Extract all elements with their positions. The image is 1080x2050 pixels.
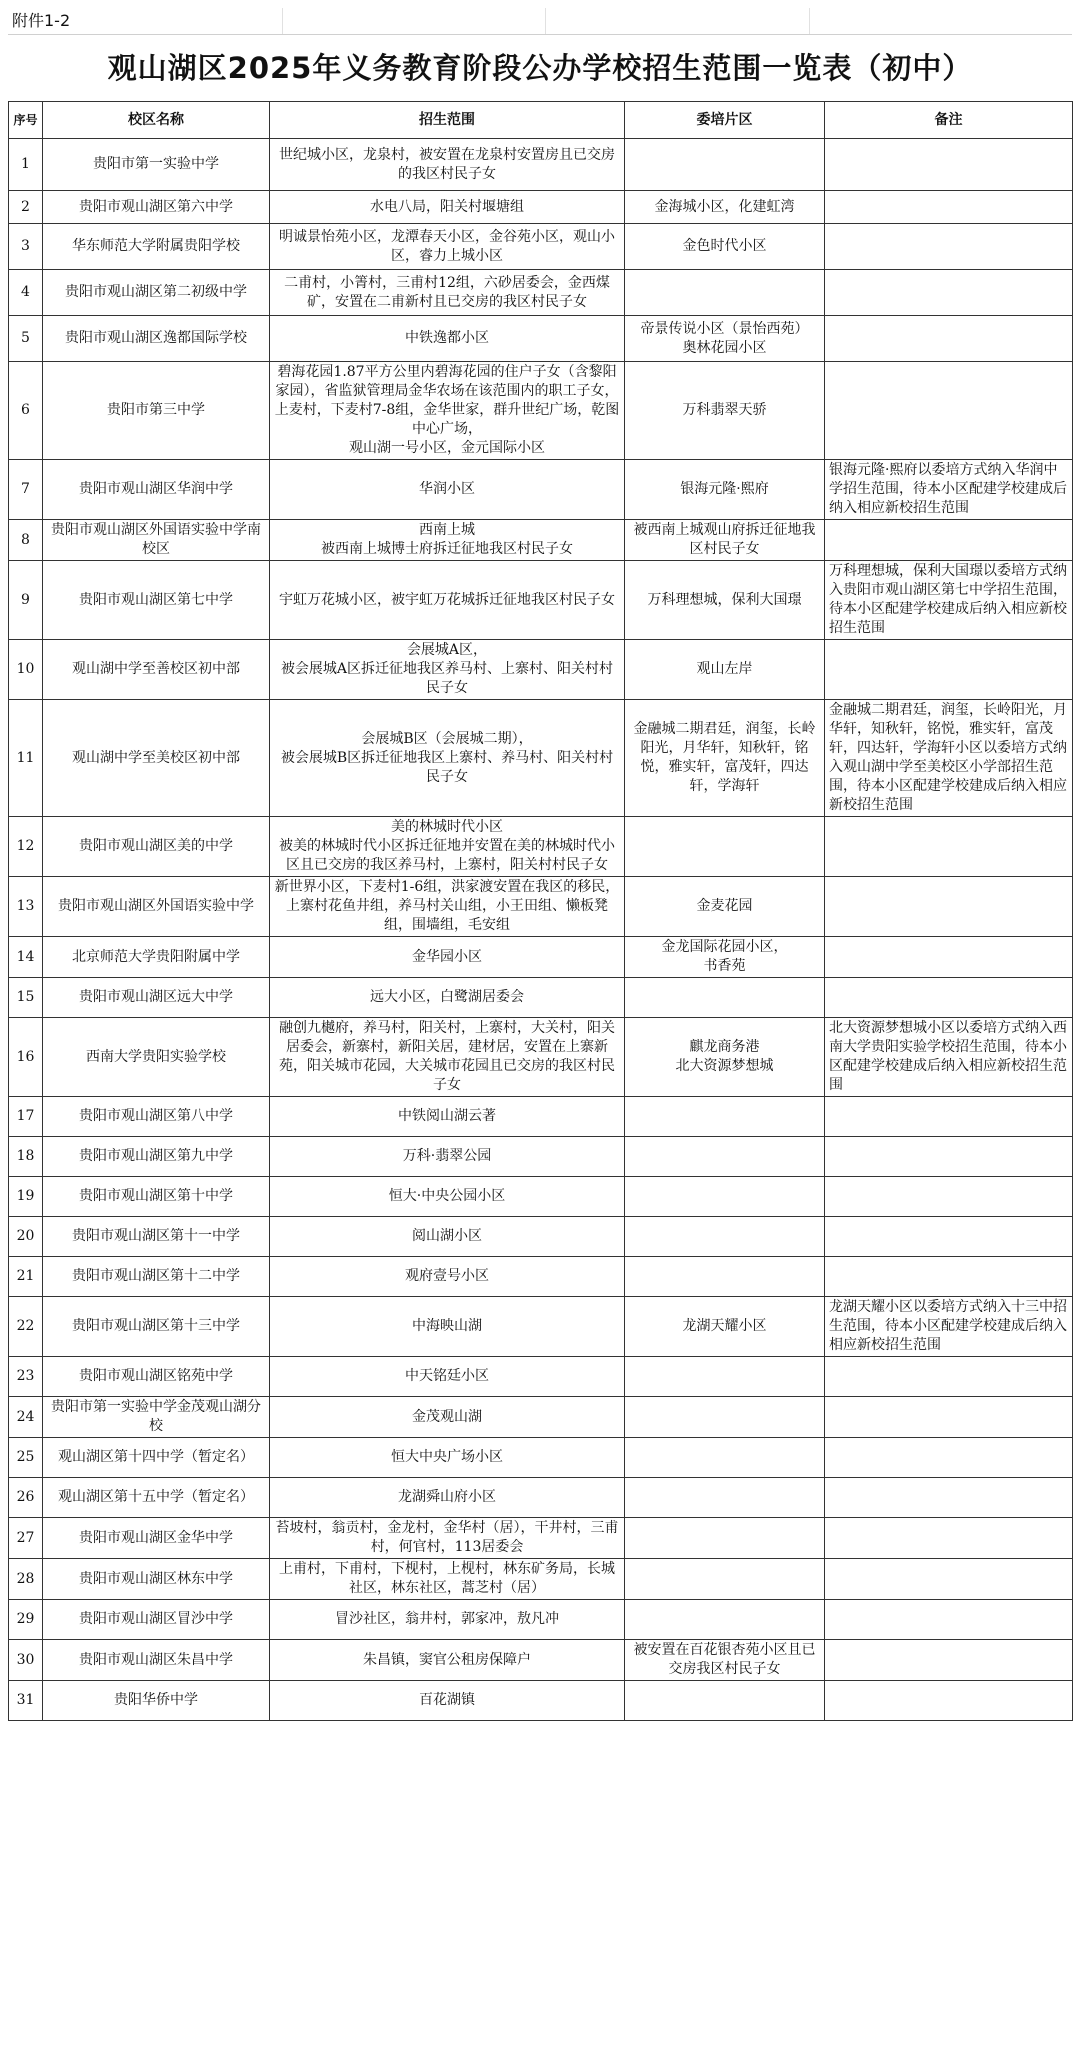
entrusted-area: [625, 1177, 825, 1217]
school-name: 贵阳市观山湖区美的中学: [43, 817, 270, 877]
entrusted-area: [625, 1217, 825, 1257]
entrusted-area-line: 金融城二期君廷，润玺，长岭阳光，月华轩，知秋轩，铭悦，雅实轩，富茂轩，四达轩，学海轩: [633, 721, 816, 794]
enrollment-range-line: 金茂观山湖: [412, 1408, 482, 1425]
notes: [825, 1257, 1073, 1297]
table-row: [9, 1600, 1073, 1640]
enrollment-range: [270, 700, 625, 817]
notes: [825, 1297, 1073, 1357]
notes: [825, 316, 1073, 362]
row-seq: 16: [9, 1018, 43, 1097]
entrusted-area: [625, 561, 825, 640]
school-name: 贵阳市观山湖区逸都国际学校: [43, 316, 270, 362]
table-row: [9, 224, 1073, 270]
entrusted-area: [625, 1478, 825, 1518]
entrusted-area-line: 书香苑: [703, 958, 746, 974]
enrollment-range: [270, 520, 625, 561]
enrollment-range-line: 二甫村，小箐村，三甫村12组，六砂居委会，金西煤矿，安置在二甫新村且已交房的我区村民子女: [284, 274, 610, 310]
enrollment-range-line: 龙湖舜山府小区: [398, 1489, 496, 1505]
table-header-row: [9, 102, 1073, 139]
school-name: 贵阳市观山湖区铭苑中学: [43, 1357, 270, 1397]
attachment-label: 附件1-2: [12, 11, 71, 30]
row-seq: 18: [9, 1137, 43, 1177]
table-row: [9, 937, 1073, 978]
table-row: [9, 1097, 1073, 1137]
entrusted-area-line: 被安置在百花银杏苑小区且已交房我区村民子女: [633, 1642, 816, 1677]
row-seq: 31: [9, 1681, 43, 1721]
enrollment-range-line: 苔坡村，翁贡村，金龙村，金华村（居），干井村，三甫村，何官村，113居委会: [275, 1520, 619, 1555]
school-name: 贵阳华侨中学: [43, 1681, 270, 1721]
school-name: 贵阳市观山湖区外国语实验中学: [43, 877, 270, 937]
entrusted-area-line: 帝景传说小区（景怡西苑）: [640, 320, 809, 337]
entrusted-area-line: 被西南上城观山府拆迁征地我区村民子女: [633, 522, 816, 557]
table-row: [9, 640, 1073, 700]
entrusted-area: [625, 139, 825, 191]
entrusted-area: [625, 316, 825, 362]
school-name: 北京师范大学贵阳附属中学: [43, 937, 270, 978]
enrollment-range: [270, 1357, 625, 1397]
table-row: [9, 460, 1073, 520]
entrusted-area: [625, 270, 825, 316]
school-name: 贵阳市观山湖区第十中学: [43, 1177, 270, 1217]
notes: [825, 937, 1073, 978]
school-name: 贵阳市观山湖区远大中学: [43, 978, 270, 1018]
notes: [825, 640, 1073, 700]
notes: [825, 1518, 1073, 1559]
enrollment-range: [270, 270, 625, 316]
row-seq: 4: [9, 270, 43, 316]
attachment-row: [8, 8, 1072, 35]
notes: [825, 1397, 1073, 1438]
notes: [825, 1018, 1073, 1097]
enrollment-range-line: 冒沙社区，翁井村，郭家冲，敖凡冲: [335, 1611, 559, 1627]
page-title: 观山湖区2025年义务教育阶段公办学校招生范围一览表（初中）: [107, 51, 973, 85]
table-row: [9, 1177, 1073, 1217]
row-seq: 21: [9, 1257, 43, 1297]
entrusted-area: [625, 362, 825, 460]
enrollment-range-line: 金华园小区: [412, 948, 482, 965]
table-body: [9, 139, 1073, 1721]
enrollment-range: [270, 1681, 625, 1721]
entrusted-area-line: 奥林花园小区: [682, 339, 767, 356]
row-seq: 22: [9, 1297, 43, 1357]
row-seq: 15: [9, 978, 43, 1018]
notes: [825, 817, 1073, 877]
enrollment-range-line: 远大小区，白鹭湖居委会: [370, 989, 524, 1005]
entrusted-area-line: 金海城小区，化建虹湾: [654, 198, 795, 215]
enrollment-range-line: 被会展城B区拆迁征地我区上寨村、养马村、阳关村村民子女: [280, 749, 614, 785]
school-name: 贵阳市观山湖区第八中学: [43, 1097, 270, 1137]
table-row: [9, 1018, 1073, 1097]
enrollment-range-line: 会展城A区，: [406, 642, 488, 658]
enrollment-range: [270, 316, 625, 362]
enrollment-range-line: 水电八局，阳关村堰塘组: [370, 198, 524, 215]
notes: [825, 191, 1073, 224]
school-name: 贵阳市观山湖区第十一中学: [43, 1217, 270, 1257]
entrusted-area: [625, 978, 825, 1018]
enrollment-range: [270, 460, 625, 520]
entrusted-area-line: 北大资源梦想城: [675, 1058, 774, 1074]
enrollment-range: [270, 1640, 625, 1681]
row-seq: 17: [9, 1097, 43, 1137]
table-row: [9, 1640, 1073, 1681]
header-seq-text: 序号: [13, 112, 38, 127]
enrollment-range-line: 观府壹号小区: [405, 1268, 489, 1284]
table-row: [9, 139, 1073, 191]
enrollment-range-line: 被美的林城时代小区拆迁征地并安置在美的林城时代小区且已交房的我区养马村，上寨村，阳关村村民子女: [279, 838, 615, 873]
enrollment-table: [8, 101, 1073, 1721]
enrollment-range-line: 上甫村，下甫村，下枧村，上枧村，林东矿务局，长城社区，林东社区，蒿芝村（居）: [279, 1561, 615, 1596]
entrusted-area-line: 银海元隆·熙府: [680, 481, 769, 497]
enrollment-range: [270, 139, 625, 191]
row-seq: 24: [9, 1397, 43, 1438]
row-seq: 14: [9, 937, 43, 978]
entrusted-area: [625, 640, 825, 700]
enrollment-range: [270, 1177, 625, 1217]
row-seq: 23: [9, 1357, 43, 1397]
notes-line: 北大资源梦想城小区以委培方式纳入西南大学贵阳实验学校招生范围，待本小区配建学校建成后纳入相应新校招生范围: [829, 1020, 1067, 1093]
school-name: 贵阳市观山湖区第十二中学: [43, 1257, 270, 1297]
enrollment-range-line: 恒大中央广场小区: [391, 1449, 503, 1465]
school-name: 贵阳市观山湖区第十三中学: [43, 1297, 270, 1357]
enrollment-range-line: 融创九樾府，养马村，阳关村，上寨村，大关村，阳关居委会，新寨村，新阳关居，建材居，安置在上寨新苑，阳关城市花园，大关城市花园且已交房的我区村民子女: [279, 1020, 615, 1093]
notes: [825, 362, 1073, 460]
school-name: 贵阳市观山湖区冒沙中学: [43, 1600, 270, 1640]
enrollment-range: [270, 1018, 625, 1097]
enrollment-range-line: 万科·翡翠公园: [402, 1148, 492, 1164]
row-seq: 19: [9, 1177, 43, 1217]
enrollment-range: [270, 1257, 625, 1297]
notes: [825, 1097, 1073, 1137]
enrollment-range: [270, 1600, 625, 1640]
row-seq: 10: [9, 640, 43, 700]
enrollment-range-line: 中铁逸都小区: [405, 330, 489, 346]
notes: [825, 1438, 1073, 1478]
notes: [825, 1217, 1073, 1257]
entrusted-area: [625, 224, 825, 270]
entrusted-area-line: 麒龙商务港: [689, 1039, 760, 1055]
enrollment-range: [270, 1559, 625, 1600]
row-seq: 7: [9, 460, 43, 520]
school-name: 观山湖中学至美校区初中部: [43, 700, 270, 817]
entrusted-area: [625, 1600, 825, 1640]
enrollment-range-line: 被西南上城博士府拆迁征地我区村民子女: [321, 541, 573, 557]
row-seq: 28: [9, 1559, 43, 1600]
row-seq: 29: [9, 1600, 43, 1640]
enrollment-range-line: 宇虹万花城小区，被宇虹万花城拆迁征地我区村民子女: [279, 591, 615, 608]
entrusted-area: [625, 877, 825, 937]
school-name: 贵阳市观山湖区第七中学: [43, 561, 270, 640]
school-name: 贵阳市观山湖区第二初级中学: [43, 270, 270, 316]
entrusted-area: [625, 1257, 825, 1297]
entrusted-area: [625, 1397, 825, 1438]
table-row: [9, 1518, 1073, 1559]
table-row: [9, 1681, 1073, 1721]
enrollment-range: [270, 978, 625, 1018]
notes: [825, 1357, 1073, 1397]
table-row: [9, 520, 1073, 561]
enrollment-range-line: 中铁阅山湖云著: [398, 1108, 496, 1124]
row-seq: 6: [9, 362, 43, 460]
enrollment-range-line: 碧海花园1.87平方公里内碧海花园的住户子女（含黎阳家园），省监狱管理局金华农场在该范围内的职工子女，上麦村，下麦村7-8组，金华世家，群升世纪广场，乾图中心广场，: [274, 364, 620, 437]
entrusted-area-line: 金龙国际花园小区，: [661, 939, 788, 955]
notes: [825, 877, 1073, 937]
enrollment-range-line: 百花湖镇: [419, 1692, 475, 1708]
enrollment-range-line: 阅山湖小区: [412, 1228, 482, 1244]
enrollment-range: [270, 877, 625, 937]
enrollment-range: [270, 937, 625, 978]
enrollment-range-line: 新世界小区，下麦村1-6组，洪家渡安置在我区的移民，上寨村花鱼井组，养马村关山组，小王田组、懒板凳组，围墙组，毛安组: [274, 879, 620, 933]
entrusted-area: [625, 1681, 825, 1721]
table-row: [9, 316, 1073, 362]
enrollment-range: [270, 817, 625, 877]
table-row: [9, 1217, 1073, 1257]
entrusted-area-line: 金麦花园: [696, 898, 753, 914]
table-row: [9, 191, 1073, 224]
row-seq: 8: [9, 520, 43, 561]
header-notes: 备注: [825, 102, 1073, 139]
notes: [825, 1137, 1073, 1177]
entrusted-area-line: 观山左岸: [696, 661, 753, 677]
row-seq: 27: [9, 1518, 43, 1559]
notes: [825, 1559, 1073, 1600]
notes-line: 金融城二期君廷，润玺，长岭阳光，月华轩，知秋轩，铭悦，雅实轩，富茂轩，四达轩，学海轩小区以委培方式纳入观山湖中学至美校区小学部招生范围，待本小区配建学校建成后纳入相应新校招生范围: [829, 702, 1067, 813]
table-row: [9, 270, 1073, 316]
entrusted-area: [625, 1559, 825, 1600]
school-name: 贵阳市观山湖区朱昌中学: [43, 1640, 270, 1681]
entrusted-area: [625, 1438, 825, 1478]
entrusted-area: [625, 1137, 825, 1177]
table-row: [9, 1137, 1073, 1177]
school-name: 贵阳市观山湖区第六中学: [43, 191, 270, 224]
notes: [825, 1640, 1073, 1681]
entrusted-area: [625, 700, 825, 817]
notes: [825, 224, 1073, 270]
table-row: [9, 1357, 1073, 1397]
notes: [825, 270, 1073, 316]
row-seq: 3: [9, 224, 43, 270]
row-seq: 5: [9, 316, 43, 362]
school-name: 贵阳市第一实验中学金茂观山湖分校: [43, 1397, 270, 1438]
school-name: 观山湖中学至善校区初中部: [43, 640, 270, 700]
entrusted-area: [625, 1518, 825, 1559]
notes: [825, 700, 1073, 817]
row-seq: 25: [9, 1438, 43, 1478]
row-seq: 12: [9, 817, 43, 877]
row-seq: 30: [9, 1640, 43, 1681]
entrusted-area: [625, 937, 825, 978]
table-row: [9, 1257, 1073, 1297]
enrollment-range: [270, 1518, 625, 1559]
enrollment-range: [270, 1397, 625, 1438]
entrusted-area: [625, 520, 825, 561]
enrollment-range: [270, 191, 625, 224]
enrollment-range: [270, 1097, 625, 1137]
enrollment-range-line: 恒大·中央公园小区: [388, 1188, 506, 1204]
enrollment-range-line: 华润小区: [419, 481, 475, 497]
entrusted-area-line: 龙湖天耀小区: [682, 1318, 767, 1334]
entrusted-area: [625, 1097, 825, 1137]
entrusted-area-line: 金色时代小区: [682, 238, 767, 254]
enrollment-range: [270, 640, 625, 700]
enrollment-range-line: 中天铭廷小区: [405, 1368, 489, 1384]
table-row: [9, 700, 1073, 817]
notes: [825, 1478, 1073, 1518]
row-seq: 9: [9, 561, 43, 640]
enrollment-range-line: 被会展城A区拆迁征地我区养马村、上寨村、阳关村村民子女: [280, 661, 614, 696]
enrollment-range-line: 美的林城时代小区: [391, 819, 503, 835]
notes: [825, 1600, 1073, 1640]
table-row: [9, 561, 1073, 640]
notes: [825, 978, 1073, 1018]
enrollment-range-line: 世纪城小区，龙泉村，被安置在龙泉村安置房且已交房的我区村民子女: [279, 146, 615, 182]
school-name: 贵阳市观山湖区外国语实验中学南校区: [43, 520, 270, 561]
enrollment-range: [270, 1217, 625, 1257]
table-row: [9, 978, 1073, 1018]
row-seq: 11: [9, 700, 43, 817]
table-row: [9, 817, 1073, 877]
school-name: 观山湖区第十五中学（暂定名）: [43, 1478, 270, 1518]
header-school: 校区名称: [43, 102, 270, 139]
notes: [825, 460, 1073, 520]
row-seq: 20: [9, 1217, 43, 1257]
school-name: 西南大学贵阳实验学校: [43, 1018, 270, 1097]
entrusted-area: [625, 1640, 825, 1681]
school-name: 观山湖区第十四中学（暂定名）: [43, 1438, 270, 1478]
row-seq: 2: [9, 191, 43, 224]
table-row: [9, 877, 1073, 937]
table-row: [9, 1559, 1073, 1600]
notes-line: 万科理想城，保利大国璟以委培方式纳入贵阳市观山湖区第七中学招生范围，待本小区配建学校建成后纳入相应新校招生范围: [829, 563, 1067, 636]
table-row: [9, 1438, 1073, 1478]
school-name: 华东师范大学附属贵阳学校: [43, 224, 270, 270]
enrollment-range: [270, 1438, 625, 1478]
notes: [825, 561, 1073, 640]
enrollment-range: [270, 561, 625, 640]
entrusted-area: [625, 191, 825, 224]
row-seq: 26: [9, 1478, 43, 1518]
notes: [825, 1681, 1073, 1721]
entrusted-area-line: 万科理想城，保利大国璟: [647, 591, 802, 608]
enrollment-range-line: 西南上城: [419, 522, 475, 538]
notes-line: 银海元隆·熙府以委培方式纳入华润中学招生范围，待本小区配建学校建成后纳入相应新校招生范围: [829, 462, 1067, 516]
enrollment-range: [270, 1478, 625, 1518]
school-name: 贵阳市观山湖区金华中学: [43, 1518, 270, 1559]
notes: [825, 139, 1073, 191]
row-seq: 13: [9, 877, 43, 937]
enrollment-range-line: 观山湖一号小区，金元国际小区: [349, 440, 545, 456]
entrusted-area: [625, 1297, 825, 1357]
school-name: 贵阳市观山湖区林东中学: [43, 1559, 270, 1600]
enrollment-range: [270, 224, 625, 270]
enrollment-range-line: 中海映山湖: [412, 1318, 482, 1334]
school-name: 贵阳市观山湖区华润中学: [43, 460, 270, 520]
enrollment-range: [270, 362, 625, 460]
header-entrusted: 委培片区: [625, 102, 825, 139]
spreadsheet-page: [8, 8, 1072, 1721]
school-name: 贵阳市第一实验中学: [43, 139, 270, 191]
enrollment-range: [270, 1297, 625, 1357]
enrollment-range: [270, 1137, 625, 1177]
entrusted-area: [625, 817, 825, 877]
header-range: 招生范围: [270, 102, 625, 139]
school-name: 贵阳市第三中学: [43, 362, 270, 460]
entrusted-area: [625, 1357, 825, 1397]
school-name: 贵阳市观山湖区第九中学: [43, 1137, 270, 1177]
table-row: [9, 1397, 1073, 1438]
notes: [825, 1177, 1073, 1217]
notes-line: 龙湖天耀小区以委培方式纳入十三中招生范围，待本小区配建学校建成后纳入相应新校招生范围: [829, 1299, 1067, 1353]
entrusted-area-line: 万科翡翠天骄: [682, 402, 767, 418]
row-seq: 1: [9, 139, 43, 191]
notes: [825, 520, 1073, 561]
table-row: [9, 362, 1073, 460]
enrollment-range-line: 明诚景怡苑小区，龙潭春天小区，金谷苑小区，观山小区，睿力上城小区: [279, 228, 615, 264]
entrusted-area: [625, 460, 825, 520]
table-row: [9, 1297, 1073, 1357]
header-seq: [9, 102, 43, 139]
enrollment-range-line: 会展城B区（会展城二期），: [361, 730, 533, 747]
enrollment-range-line: 朱昌镇，窦官公租房保障户: [363, 1651, 531, 1668]
table-row: [9, 1478, 1073, 1518]
entrusted-area: [625, 1018, 825, 1097]
